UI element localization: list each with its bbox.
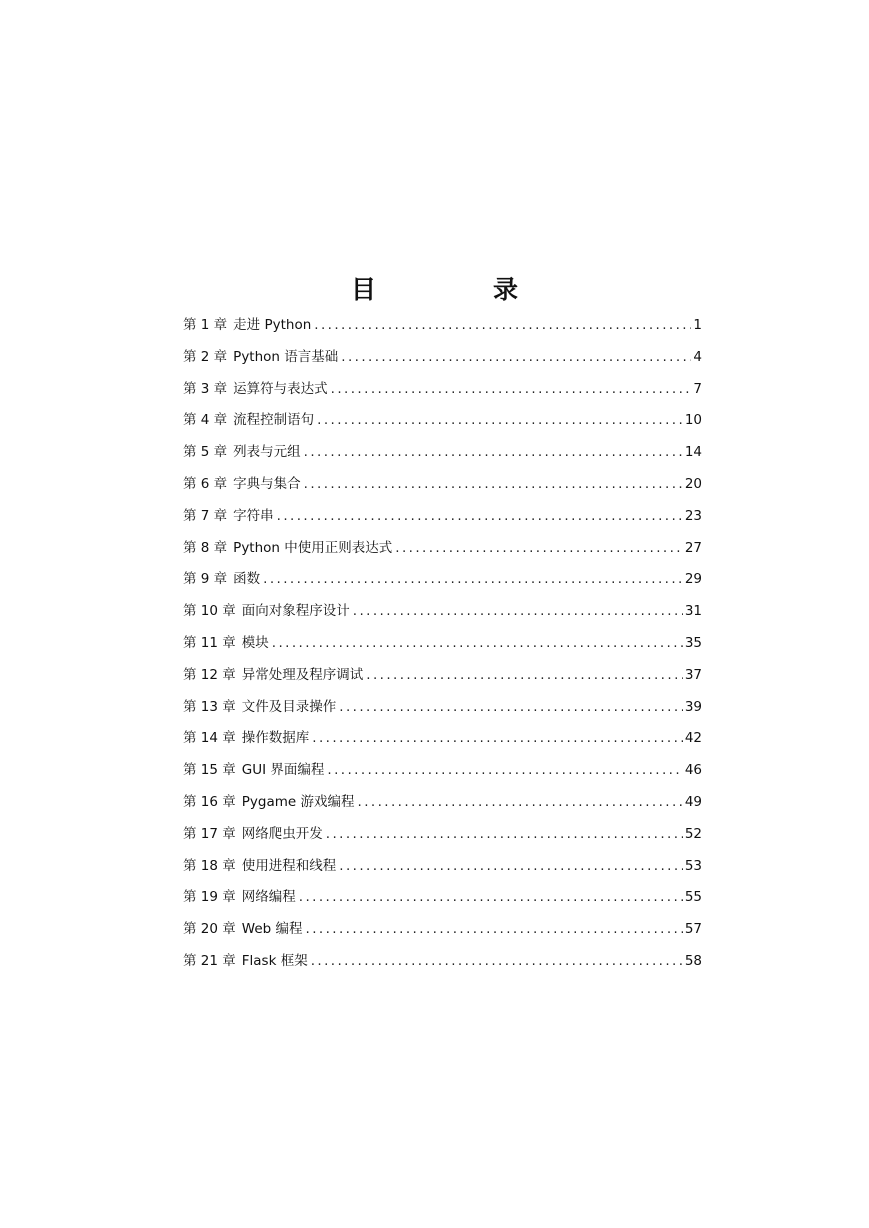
toc-dot-leader xyxy=(327,755,682,787)
toc-dot-leader xyxy=(312,723,683,755)
toc-chapter-title: Flask 框架 xyxy=(241,952,308,969)
toc-chapter-number: 第 12 章 xyxy=(183,666,236,683)
toc-page-number: 4 xyxy=(693,348,702,365)
toc-chapter-title: 模块 xyxy=(241,634,269,651)
toc-page-number: 31 xyxy=(684,603,702,620)
toc-entry[interactable] xyxy=(183,946,702,978)
toc-entry[interactable] xyxy=(183,437,702,469)
toc-chapter-title: 字典与集合 xyxy=(233,475,301,492)
toc-page-number: 20 xyxy=(684,475,702,492)
toc-chapter-number: 第 19 章 xyxy=(183,889,236,906)
toc-chapter-title: Pygame 游戏编程 xyxy=(241,793,355,810)
toc-chapter-title: 列表与元组 xyxy=(233,444,301,461)
toc-chapter-number: 第 13 章 xyxy=(183,698,236,715)
toc-dot-leader xyxy=(339,851,683,883)
toc-title: 目 录 xyxy=(350,275,564,304)
toc-chapter-number: 第 18 章 xyxy=(183,857,236,874)
toc-list xyxy=(183,310,702,978)
toc-chapter-title: 面向对象程序设计 xyxy=(241,603,350,620)
toc-page-number: 42 xyxy=(684,730,702,747)
toc-chapter-number: 第 8 章 xyxy=(183,539,228,556)
toc-chapter-title: Python 语言基础 xyxy=(233,348,339,365)
toc-dot-leader xyxy=(395,533,683,565)
toc-dot-leader xyxy=(299,882,683,914)
toc-chapter-number: 第 2 章 xyxy=(183,348,228,365)
toc-page-number: 53 xyxy=(684,857,702,874)
toc-entry[interactable] xyxy=(183,501,702,533)
toc-page-number: 49 xyxy=(684,793,702,810)
toc-chapter-title: 函数 xyxy=(233,571,261,588)
toc-dot-leader xyxy=(314,310,691,342)
toc-page-number: 14 xyxy=(684,444,702,461)
toc-chapter-number: 第 9 章 xyxy=(183,571,228,588)
toc-dot-leader xyxy=(304,469,683,501)
toc-chapter-title: 运算符与表达式 xyxy=(233,380,328,397)
toc-dot-leader xyxy=(311,946,683,978)
toc-page-number: 39 xyxy=(684,698,702,715)
toc-entry[interactable] xyxy=(183,755,702,787)
toc-entry[interactable] xyxy=(183,564,702,596)
toc-chapter-title: 流程控制语句 xyxy=(233,412,315,429)
toc-dot-leader xyxy=(331,374,692,406)
toc-chapter-title: Web 编程 xyxy=(241,921,303,938)
toc-entry[interactable] xyxy=(183,533,702,565)
toc-dot-leader xyxy=(366,660,683,692)
toc-dot-leader xyxy=(341,342,691,374)
toc-entry[interactable] xyxy=(183,851,702,883)
toc-entry[interactable] xyxy=(183,310,702,342)
toc-chapter-number: 第 1 章 xyxy=(183,317,228,333)
toc-dot-leader xyxy=(263,564,683,596)
toc-dot-leader xyxy=(272,628,683,660)
toc-chapter-title: Python 中使用正则表达式 xyxy=(233,539,393,556)
toc-entry[interactable] xyxy=(183,405,702,437)
toc-entry[interactable] xyxy=(183,723,702,755)
toc-page-number: 37 xyxy=(684,666,702,683)
toc-chapter-title: 字符串 xyxy=(233,507,274,524)
toc-entry[interactable] xyxy=(183,660,702,692)
toc-chapter-number: 第 3 章 xyxy=(183,380,228,397)
toc-chapter-title: 使用进程和线程 xyxy=(241,857,337,874)
toc-chapter-number: 第 5 章 xyxy=(183,444,228,461)
toc-entry[interactable] xyxy=(183,596,702,628)
toc-page-number: 29 xyxy=(684,571,702,588)
toc-page-number: 7 xyxy=(693,380,702,397)
toc-entry[interactable] xyxy=(183,819,702,851)
toc-page-number: 46 xyxy=(684,762,702,779)
toc-chapter-number: 第 11 章 xyxy=(183,634,236,651)
toc-chapter-title: 文件及目录操作 xyxy=(241,698,337,715)
toc-chapter-number: 第 10 章 xyxy=(183,603,236,620)
toc-chapter-title: GUI 界面编程 xyxy=(241,762,325,779)
toc-page-number: 35 xyxy=(684,634,702,651)
toc-entry[interactable] xyxy=(183,469,702,501)
toc-entry[interactable] xyxy=(183,914,702,946)
toc-dot-leader xyxy=(304,437,683,469)
toc-chapter-title: 网络编程 xyxy=(241,889,296,906)
toc-page-number: 27 xyxy=(684,539,702,556)
toc-page-number: 10 xyxy=(684,412,702,429)
toc-entry[interactable] xyxy=(183,787,702,819)
toc-chapter-number: 第 16 章 xyxy=(183,793,236,810)
toc-dot-leader xyxy=(306,914,683,946)
toc-chapter-title: 网络爬虫开发 xyxy=(241,825,323,842)
toc-chapter-number: 第 14 章 xyxy=(183,730,236,747)
toc-chapter-number: 第 6 章 xyxy=(183,475,228,492)
toc-dot-leader xyxy=(339,692,683,724)
toc-chapter-title: 走进 Python xyxy=(233,317,312,333)
toc-chapter-number: 第 21 章 xyxy=(183,952,236,969)
toc-dot-leader xyxy=(317,405,683,437)
toc-dot-leader xyxy=(358,787,683,819)
toc-page-number: 57 xyxy=(684,921,702,938)
toc-entry[interactable] xyxy=(183,374,702,406)
toc-chapter-number: 第 17 章 xyxy=(183,825,236,842)
toc-dot-leader xyxy=(326,819,683,851)
toc-dot-leader xyxy=(353,596,683,628)
toc-entry[interactable] xyxy=(183,342,702,374)
toc-chapter-number: 第 15 章 xyxy=(183,762,236,779)
toc-page-number: 23 xyxy=(684,507,702,524)
toc-page-number: 58 xyxy=(684,952,702,969)
toc-chapter-number: 第 7 章 xyxy=(183,507,228,524)
toc-chapter-title: 异常处理及程序调试 xyxy=(241,666,364,683)
toc-dot-leader xyxy=(277,501,683,533)
toc-page-number: 52 xyxy=(684,825,702,842)
toc-page-number: 55 xyxy=(684,889,702,906)
toc-entry[interactable] xyxy=(183,628,702,660)
toc-page-number: 1 xyxy=(693,317,702,333)
toc-chapter-title: 操作数据库 xyxy=(241,730,310,747)
toc-entry[interactable] xyxy=(183,882,702,914)
toc-chapter-number: 第 4 章 xyxy=(183,412,228,429)
toc-entry[interactable] xyxy=(183,692,702,724)
toc-chapter-number: 第 20 章 xyxy=(183,921,236,938)
